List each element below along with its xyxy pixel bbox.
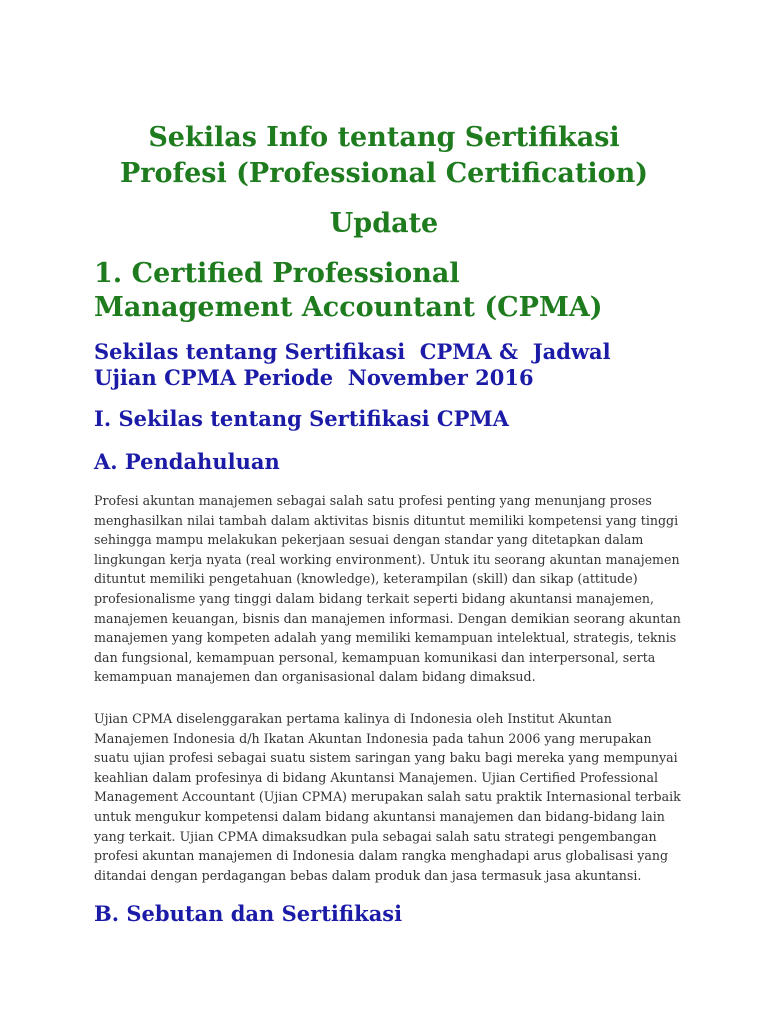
- paragraph-line: kemampuan manajemen dan organisasional dalam bidang dimaksud.: [94, 669, 536, 685]
- section-b-heading: B. Sebutan dan Sertifikasi: [94, 901, 403, 926]
- paragraph-line: yang terkait. Ujian CPMA dimaksudkan pula sebagai salah satu strategi pengembangan: [94, 828, 657, 844]
- paragraph-line: Management Accountant (Ujian CPMA) merupakan salah satu praktik Internasional terbaik: [94, 789, 681, 805]
- paragraph-line: sehingga mampu melakukan pekerjaan sesuai dengan standar yang ditetapkan dalam: [94, 532, 644, 548]
- schedule-subheading-line-1: Sekilas tentang Sertifikasi CPMA & Jadwal: [94, 339, 611, 364]
- paragraph-line: menghasilkan nilai tambah dalam aktivitas bisnis dituntut memiliki kompetensi yang tinggi: [94, 512, 679, 528]
- schedule-subheading-line-2: Ujian CPMA Periode November 2016: [94, 365, 534, 390]
- schedule-subheading: [94, 339, 714, 391]
- paragraph-line: manajemen keuangan, bisnis dan manajemen informasi. Dengan demikian seorang akuntan: [94, 610, 681, 626]
- cpma-heading-line-1: 1. Certified Professional: [94, 258, 460, 289]
- paragraph-line: dituntut memiliki pengetahuan (knowledge), keterampilan (skill) dan sikap (attitude): [94, 571, 638, 587]
- paragraph-line: dan fungsional, kemampuan personal, kemampuan komunikasi dan interpersonal, serta: [94, 649, 656, 665]
- paragraph-line: untuk mengukur kompetensi dalam bidang akuntansi manajemen dan bidang-bidang lain: [94, 808, 665, 824]
- cpma-heading: [94, 257, 714, 325]
- document-title: [60, 120, 708, 192]
- section-a-heading: A. Pendahuluan: [94, 449, 280, 474]
- update-heading: Update: [329, 208, 439, 239]
- paragraph-line: keahlian dalam profesinya di bidang Akuntansi Manajemen. Ujian Certified Professional: [94, 769, 659, 785]
- paragraph-line: Ujian CPMA diselenggarakan pertama kalinya di Indonesia oleh Institut Akuntan: [94, 711, 612, 726]
- paragraph-line: Manajemen Indonesia d/h Ikatan Akuntan Indonesia pada tahun 2006 yang merupakan: [94, 730, 652, 746]
- paragraph-line: profesi akuntan manajemen di Indonesia dalam rangka menghadapi arus globalisasi yang: [94, 848, 669, 864]
- paragraph-line: suatu ujian profesi sebagai suatu sistem saringan yang baku bagi mereka yang mempunyai: [94, 750, 678, 766]
- ujian-cpma-paragraph: [94, 709, 694, 885]
- paragraph-line: profesionalisme yang tinggi dalam bidang terkait seperti bidang akuntansi manajemen,: [94, 590, 655, 606]
- paragraph-line: manajemen yang kompeten adalah yang memiliki kemampuan intelektual, strategis, teknis: [94, 630, 677, 646]
- pendahuluan-paragraph: [94, 491, 694, 687]
- paragraph-line: lingkungan kerja nyata (real working environment). Untuk itu seorang akuntan manajemen: [94, 551, 680, 567]
- section-i-heading: I. Sekilas tentang Sertifikasi CPMA: [94, 406, 509, 431]
- title-line-2: Profesi (Professional Certification): [119, 158, 649, 189]
- paragraph-line: Profesi akuntan manajemen sebagai salah satu profesi penting yang menunjang proses: [94, 493, 652, 508]
- cpma-heading-line-2: Management Accountant (CPMA): [94, 292, 603, 323]
- paragraph-line: ditandai dengan perdagangan bebas dalam produk dan jasa termasuk jasa akuntansi.: [94, 867, 642, 883]
- title-line-1: Sekilas Info tentang Sertifikasi: [148, 122, 620, 153]
